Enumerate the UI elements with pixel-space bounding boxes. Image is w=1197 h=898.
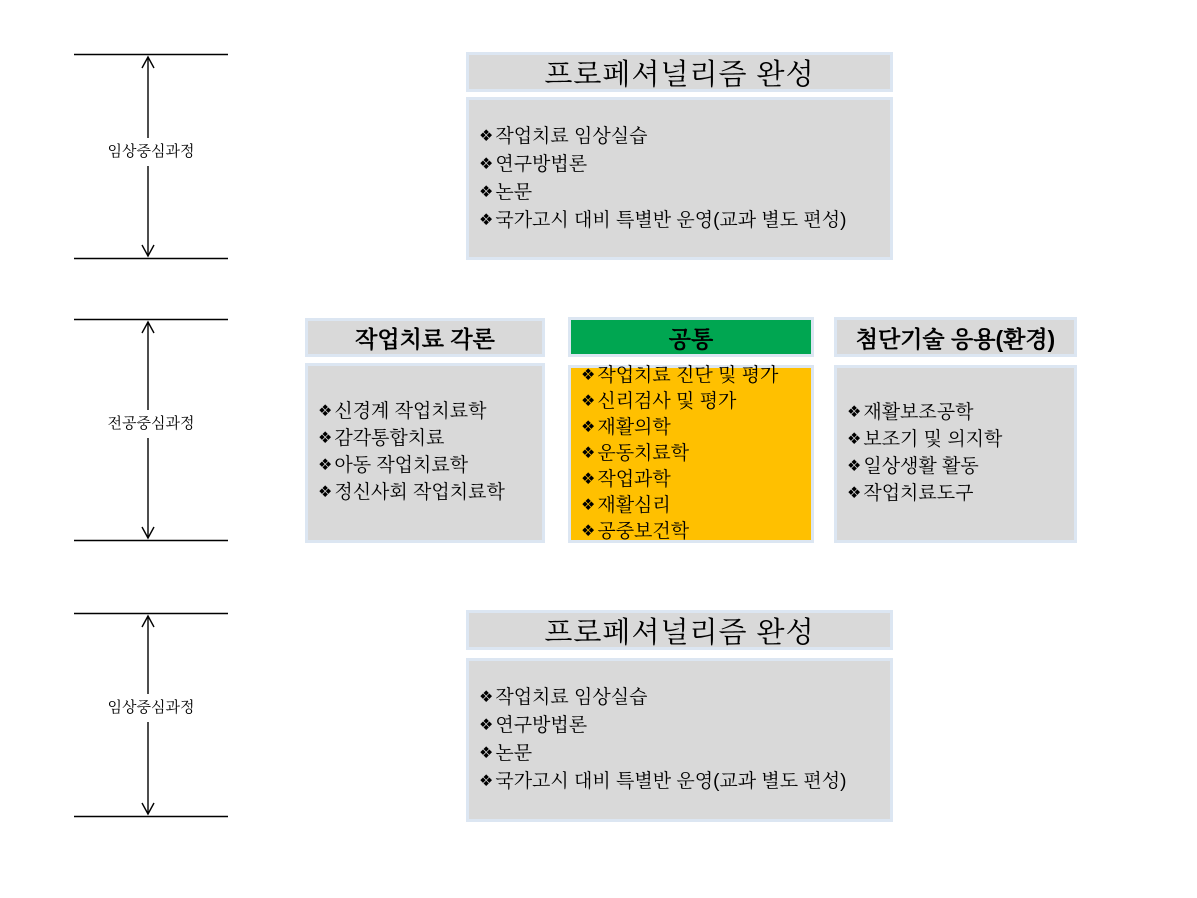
top-section-title: 프로페셔널리즘 완성	[466, 52, 893, 92]
list-item	[318, 480, 542, 507]
list-item	[479, 768, 890, 796]
column-header-advanced-tech: 첨단기술 응용(환경)	[834, 317, 1077, 357]
rail-label-clinical-top: 임상중심과정	[72, 141, 230, 163]
list-item-label: 국가고시 대비 특별반 운영(교과 별도 편성)	[495, 771, 847, 792]
list-item-label: 논문	[495, 181, 533, 203]
diamond-bullet-icon: ❖	[479, 689, 494, 706]
column-body-ot-specifics	[305, 363, 545, 543]
list-item-label: 아동 작업치료학	[334, 455, 469, 476]
rail-label-clinical-bottom: 임상중심과정	[72, 697, 230, 719]
diamond-bullet-icon: ❖	[318, 403, 333, 420]
list-item-label: 운동치료학	[597, 443, 690, 464]
list-item	[847, 481, 1074, 508]
list-item-label: 보조기 및 의지학	[863, 429, 1003, 450]
list-item-label: 작업치료 임상실습	[495, 687, 648, 708]
diamond-bullet-icon: ❖	[581, 445, 596, 462]
diamond-bullet-icon: ❖	[318, 430, 333, 447]
list-item-label: 작업과학	[597, 469, 671, 490]
list-item-label: 작업치료 진단 및 평가	[597, 365, 779, 386]
list-item	[581, 415, 811, 441]
diamond-bullet-icon: ❖	[479, 155, 494, 173]
diamond-bullet-icon: ❖	[847, 458, 862, 475]
list-item	[479, 207, 890, 235]
column-header-ot-specifics: 작업치료 각론	[305, 318, 545, 357]
diamond-bullet-icon: ❖	[581, 497, 596, 514]
top-section-course-list	[466, 97, 893, 260]
list-item-label: 국가고시 대비 특별반 운영(교과 별도 편성)	[495, 209, 847, 231]
diamond-bullet-icon: ❖	[847, 431, 862, 448]
bottom-section-course-list	[466, 658, 893, 822]
list-item	[318, 399, 542, 426]
bottom-section-title: 프로페셔널리즘 완성	[466, 610, 893, 650]
list-item	[581, 389, 811, 415]
list-item-label: 연구방법론	[495, 153, 588, 175]
arrow-group-clinical-bottom	[72, 612, 230, 818]
list-item	[581, 363, 811, 389]
diamond-bullet-icon: ❖	[847, 404, 862, 421]
diamond-bullet-icon: ❖	[581, 393, 596, 410]
list-item-label: 재활의학	[597, 417, 671, 438]
list-item-label: 정신사회 작업치료학	[334, 482, 505, 503]
list-item-label: 작업치료도구	[863, 483, 974, 504]
list-item-label: 논문	[495, 743, 533, 764]
diamond-bullet-icon: ❖	[318, 484, 333, 501]
list-item	[479, 740, 890, 768]
diamond-bullet-icon: ❖	[847, 485, 862, 502]
column-body-common	[568, 365, 814, 543]
list-item	[479, 123, 890, 151]
diamond-bullet-icon: ❖	[479, 127, 494, 145]
diamond-bullet-icon: ❖	[479, 717, 494, 734]
diamond-bullet-icon: ❖	[581, 367, 596, 384]
column-body-advanced-tech	[834, 365, 1077, 543]
diamond-bullet-icon: ❖	[581, 419, 596, 436]
list-item-label: 감각통합치료	[334, 428, 445, 449]
list-item	[581, 519, 811, 545]
list-item-label: 공중보건학	[597, 521, 690, 542]
diamond-bullet-icon: ❖	[479, 183, 494, 201]
list-item-label: 신리검사 및 평가	[597, 391, 737, 412]
list-item	[847, 427, 1074, 454]
list-item-label: 재활보조공학	[863, 402, 974, 423]
list-item	[479, 712, 890, 740]
diamond-bullet-icon: ❖	[479, 773, 494, 790]
column-header-common: 공통	[568, 317, 814, 357]
list-item-label: 연구방법론	[495, 715, 588, 736]
list-item	[581, 467, 811, 493]
list-item-label: 신경계 작업치료학	[334, 401, 487, 422]
diamond-bullet-icon: ❖	[479, 211, 494, 229]
list-item	[479, 684, 890, 712]
list-item	[581, 441, 811, 467]
arrow-group-clinical-top	[72, 53, 230, 260]
diamond-bullet-icon: ❖	[581, 523, 596, 540]
list-item	[479, 179, 890, 207]
list-item	[318, 453, 542, 480]
list-item-label: 작업치료 임상실습	[495, 125, 648, 147]
rail-label-major: 전공중심과정	[72, 413, 230, 435]
diamond-bullet-icon: ❖	[581, 471, 596, 488]
list-item-label: 재활심리	[597, 495, 671, 516]
diamond-bullet-icon: ❖	[318, 457, 333, 474]
list-item	[847, 400, 1074, 427]
diamond-bullet-icon: ❖	[479, 745, 494, 762]
list-item	[318, 426, 542, 453]
arrow-group-major	[72, 318, 230, 542]
list-item-label: 일상생활 활동	[863, 456, 979, 477]
list-item	[847, 454, 1074, 481]
list-item	[581, 493, 811, 519]
list-item	[479, 151, 890, 179]
